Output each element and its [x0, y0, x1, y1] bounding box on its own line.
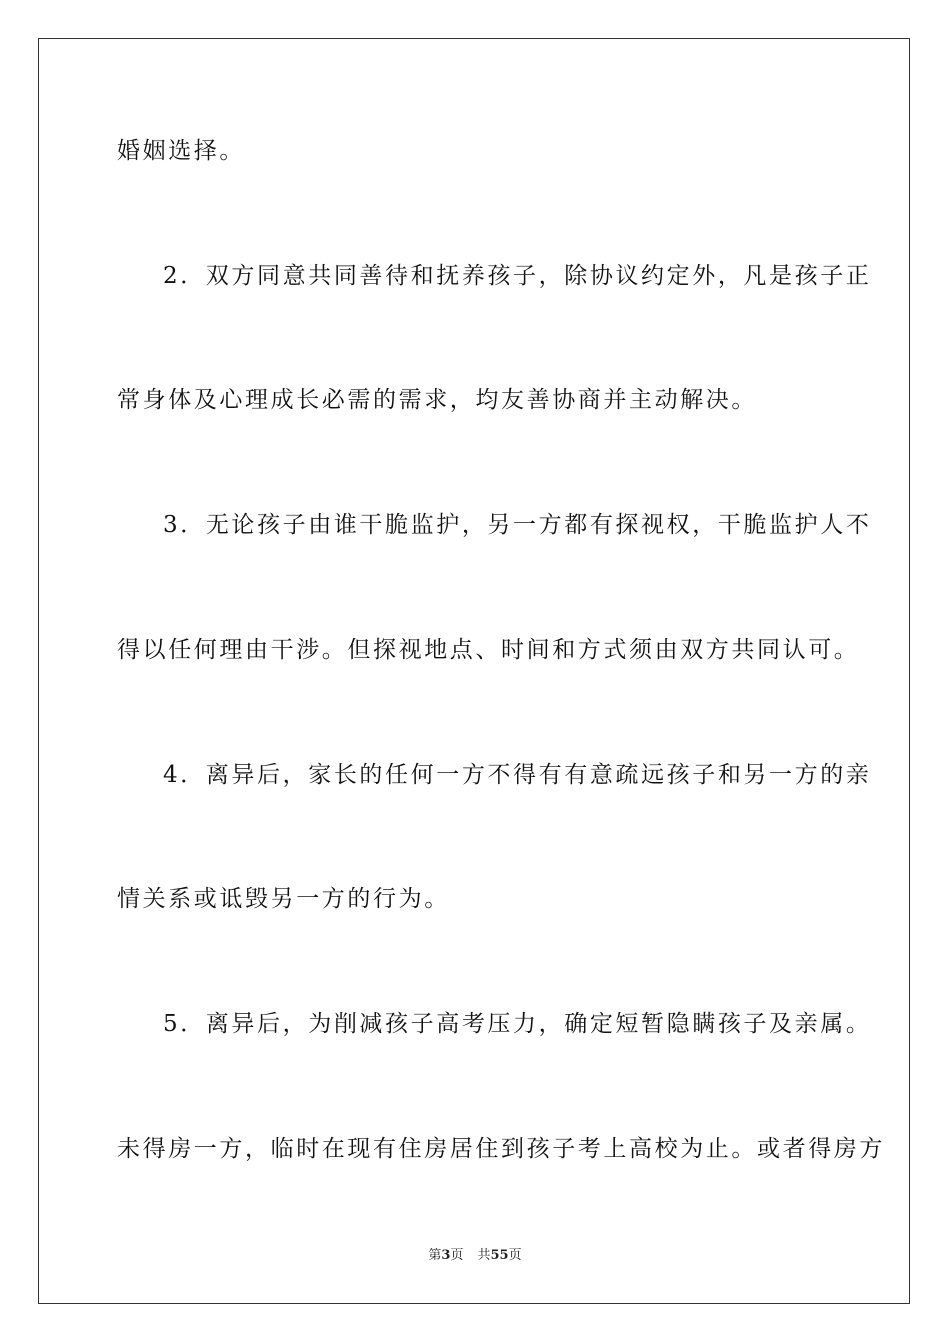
page-number: 3	[441, 1248, 451, 1263]
total-suffix: 页	[508, 1248, 522, 1263]
text-line: 5．离异后，为削减孩子高考压力，确定短暂隐瞒孩子及亲属。	[163, 1011, 872, 1037]
text-line: 4．离异后，家长的任何一方不得有有意疏远孩子和另一方的亲	[163, 762, 872, 788]
page-footer	[0, 1247, 950, 1265]
total-prefix: 共	[477, 1248, 491, 1263]
page-prefix: 第	[428, 1248, 442, 1263]
text-line: 情关系或诋毁另一方的行为。	[117, 886, 450, 912]
page-suffix: 页	[450, 1248, 464, 1263]
text-line: 得以任何理由干涉。但探视地点、时间和方式须由双方共同认可。	[117, 637, 860, 663]
page-border	[38, 38, 910, 1304]
text-line: 常身体及心理成长必需的需求，均友善协商并主动解决。	[117, 387, 757, 413]
text-line: 2．双方同意共同善待和抚养孩子，除协议约定外，凡是孩子正	[163, 263, 872, 289]
text-line: 婚姻选择。	[117, 138, 245, 164]
text-line: 未得房一方，临时在现有住房居住到孩子考上高校为止。或者得房方	[117, 1136, 885, 1162]
total-pages: 55	[490, 1248, 509, 1263]
text-line: 3．无论孩子由谁干脆监护，另一方都有探视权，干脆监护人不	[163, 512, 872, 538]
